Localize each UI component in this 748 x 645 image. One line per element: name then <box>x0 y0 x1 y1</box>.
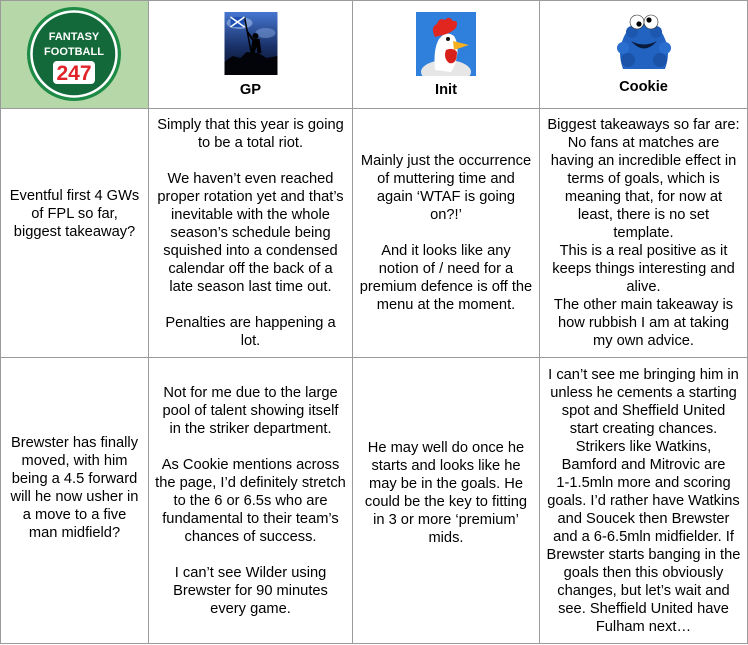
question-cell <box>1 358 148 643</box>
answer-text: Biggest takeaways so far are: No fans at matches are having an incredible effect in terms of goals, which is meaning that, for now at least, there is no set template. This is a real positive as it keeps things interesting and alive. The other main takeaway is how rubbish I am at taking my own advice. <box>547 117 740 349</box>
answer-text: Not for me due to the large pool of talent showing itself in the striker department. As Cookie mentions across the page, I’d definitely stretch to the 6 or 6.5s who are fundamental to their team’s chances of success. I can’t see Wilder using Brewster for 90 minutes every game. <box>155 384 346 617</box>
logo-text-247: 247 <box>56 62 92 85</box>
answer-cell-gp <box>149 109 352 357</box>
answer-cell-cookie <box>540 109 747 357</box>
logo-text-football: FOOTBALL <box>44 46 104 58</box>
cookie-monster-avatar-icon <box>614 10 674 70</box>
answer-cell-cookie <box>540 358 747 643</box>
panelist-header-init <box>353 1 539 108</box>
panelist-header-gp <box>149 1 352 108</box>
answer-cell-init <box>353 109 539 357</box>
answer-text: He may well do once he starts and looks like he may be in the goals. He could be the key to fitting in 3 or more ‘premium’ mids. <box>364 439 528 546</box>
logo-text-fantasy: FANTASY <box>48 31 100 43</box>
rooster-avatar-icon <box>416 12 476 76</box>
question-cell <box>1 109 148 357</box>
answer-cell-init <box>353 358 539 643</box>
question-text: Eventful first 4 GWs of FPL so far, biggest takeaway? <box>9 188 140 240</box>
fantasy-football-247-logo <box>26 6 122 102</box>
answer-text: Simply that this year is going to be a total riot. We haven’t even reached proper rotation yet and that’s inevitable with the whole season’s schedule being squished into a condensed calendar off the back of a late season last time out. Penalties are happening a lot. <box>157 117 344 349</box>
panelist-name-init: Init <box>435 82 457 98</box>
gp-avatar-icon <box>224 12 277 75</box>
panelist-name-cookie: Cookie <box>619 79 668 95</box>
panelist-name-gp: GP <box>239 82 262 98</box>
logo-cell <box>1 1 148 108</box>
question-text: Brewster has finally moved, with him being a 4.5 forward will he now usher in a move to a five man midfield? <box>10 434 139 541</box>
answer-text: I can’t see me bringing him in unless he cements a starting spot and Sheffield United start creating chances. Strikers like Watkins, Bamford and Mitrovic are 1-1.5mln more and scoring goals. I’d rather have Watkins and Soucek then Brewster and a 6-6.5mln midfielder. If Brewster starts banging in the goals then this obviously changes, but let’s wait and see. Sheffield United have Fulham next… <box>546 366 741 635</box>
answer-text: Mainly just the occurrence of muttering time and again ‘WTAF is going on?!’ And it looks like any notion of / need for a premium defence is off the menu at the moment. <box>359 153 533 313</box>
panelist-header-cookie <box>540 1 747 108</box>
answer-cell-gp <box>149 358 352 643</box>
